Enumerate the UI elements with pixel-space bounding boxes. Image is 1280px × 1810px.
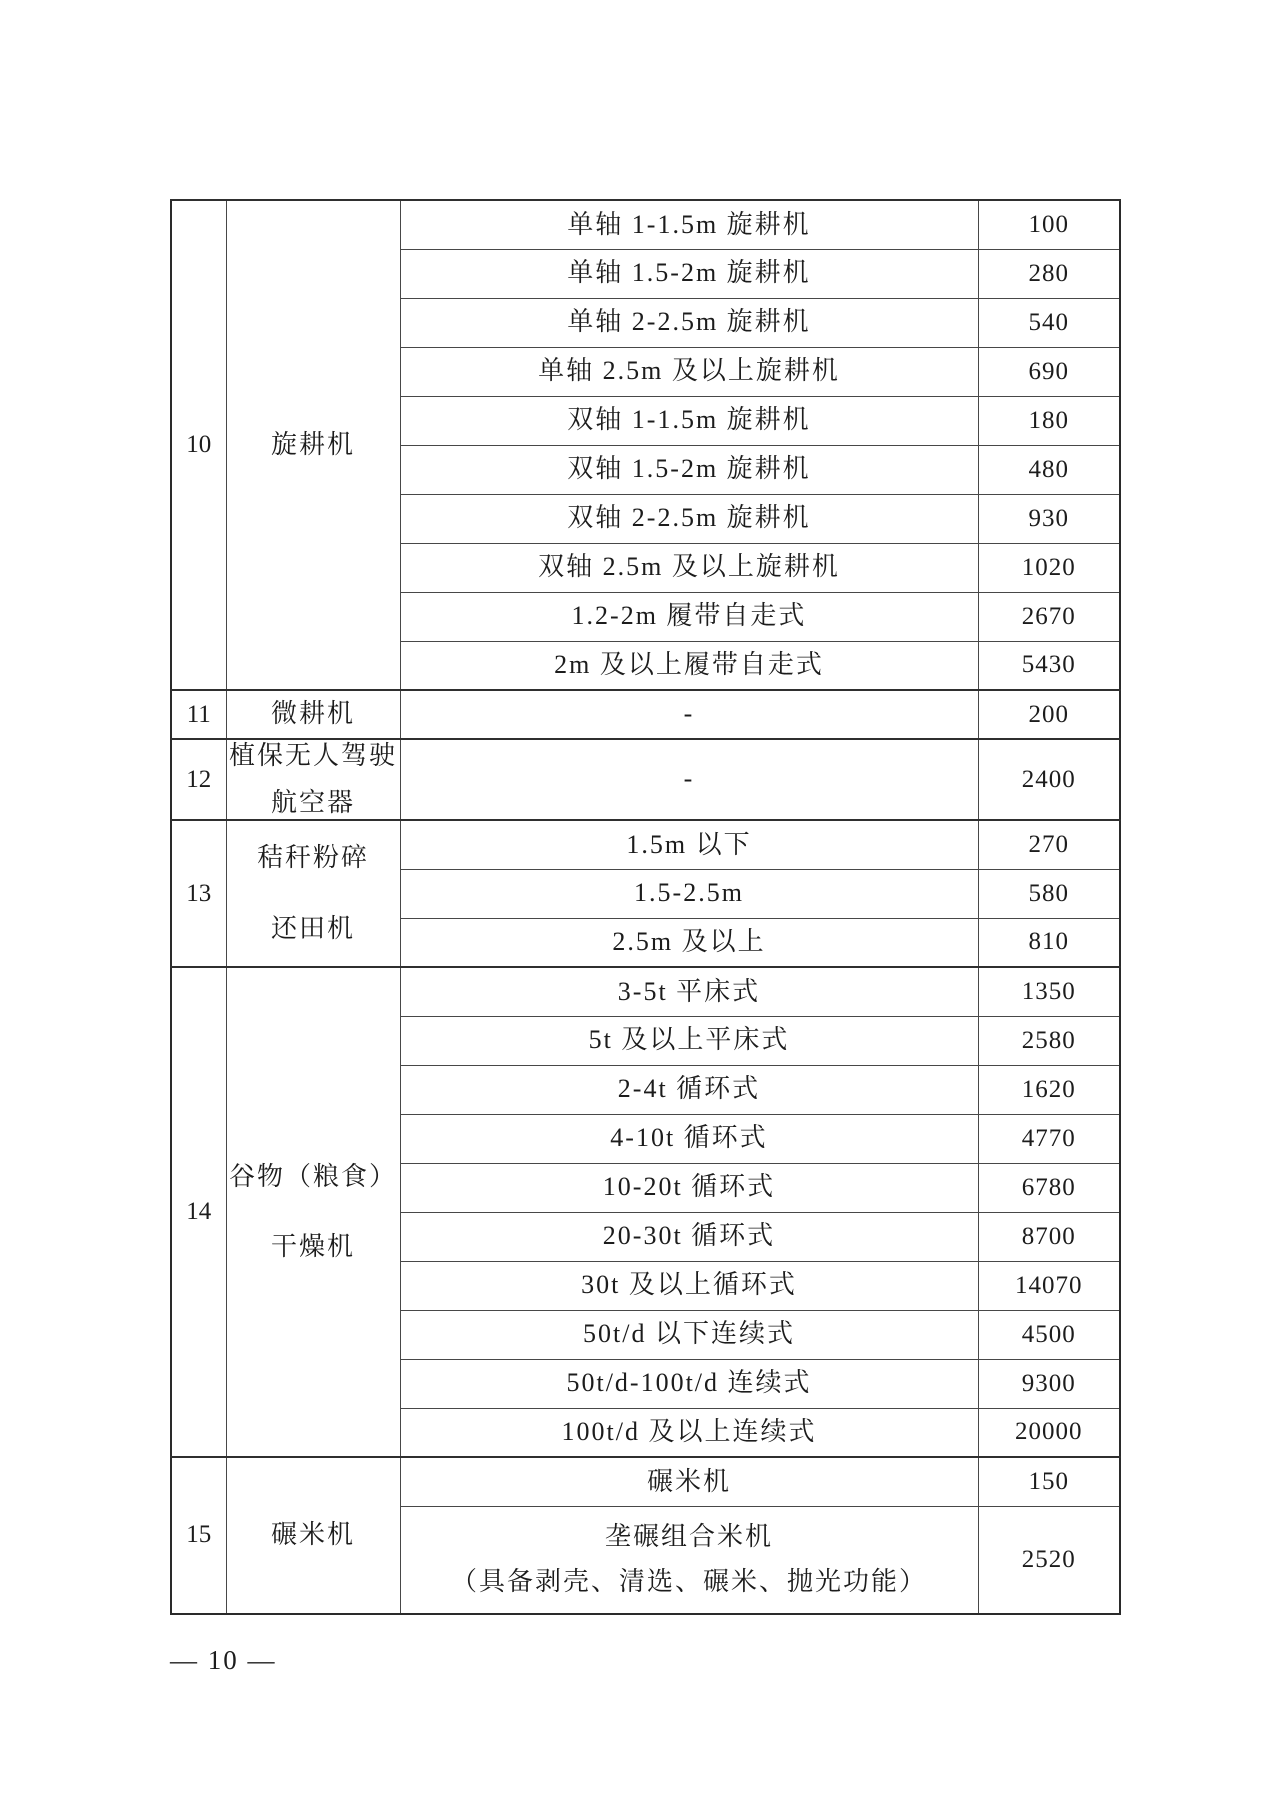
value-cell: 690: [978, 347, 1120, 396]
value-cell: 1620: [978, 1065, 1120, 1114]
table-row: [171, 820, 1120, 869]
spec-line: 双轴 2.5m 及以上旋耕机: [538, 552, 840, 582]
spec-line: 单轴 2.5m 及以上旋耕机: [538, 356, 840, 386]
spec-cell: [400, 494, 978, 543]
spec-cell: [400, 869, 978, 918]
spec-cell: [400, 249, 978, 298]
spec-line: 单轴 1.5-2m 旋耕机: [567, 258, 811, 288]
spec-cell: [400, 1457, 978, 1506]
spec-line: 30t 及以上循环式: [581, 1270, 797, 1300]
spec-line: 1.2-2m 履带自走式: [571, 601, 807, 631]
spec-cell: [400, 298, 978, 347]
subsidy-table: [170, 199, 1121, 1615]
spec-cell: [400, 1114, 978, 1163]
value-cell: 20000: [978, 1408, 1120, 1457]
spec-cell: [400, 690, 978, 739]
value-cell: 14070: [978, 1261, 1120, 1310]
value-cell: 2580: [978, 1016, 1120, 1065]
value-cell: 6780: [978, 1163, 1120, 1212]
spec-line: 单轴 1-1.5m 旋耕机: [567, 209, 811, 239]
spec-cell: [400, 445, 978, 494]
value-cell: 1350: [978, 967, 1120, 1016]
table-row: [171, 690, 1120, 739]
spec-cell: [400, 820, 978, 869]
page-number: — 10 —: [170, 1645, 277, 1675]
spec-cell: [400, 1506, 978, 1614]
value-cell: 2520: [978, 1506, 1120, 1614]
spec-line: 50t/d-100t/d 连续式: [566, 1368, 812, 1398]
value-cell: 200: [978, 690, 1120, 739]
value-cell: 930: [978, 494, 1120, 543]
category-line: 旋耕机: [270, 429, 355, 459]
category-cell: [226, 739, 400, 820]
spec-line: 2m 及以上履带自走式: [554, 650, 824, 679]
category-cell: [226, 690, 400, 739]
spec-cell: [400, 1310, 978, 1359]
value-cell: 4770: [978, 1114, 1120, 1163]
spec-line: 50t/d 以下连续式: [583, 1319, 795, 1349]
spec-line: 10-20t 循环式: [602, 1172, 776, 1202]
category-cell: [226, 820, 400, 967]
spec-line: 1.5m 以下: [626, 829, 752, 859]
spec-line: （具备剥壳、清选、碾米、抛光功能）: [450, 1567, 927, 1596]
row-number-cell: 11: [171, 690, 226, 739]
spec-cell: [400, 1408, 978, 1457]
category-line: 干燥机: [270, 1232, 355, 1261]
spec-line: 碾米机: [646, 1466, 731, 1496]
value-cell: 280: [978, 249, 1120, 298]
spec-line: 2-4t 循环式: [617, 1074, 761, 1104]
spec-cell: [400, 1163, 978, 1212]
table-row: [171, 739, 1120, 820]
spec-cell: [400, 1359, 978, 1408]
spec-line: 垄碾组合米机: [604, 1521, 773, 1551]
category-line: 植保无人驾驶: [228, 741, 397, 770]
spec-cell: [400, 543, 978, 592]
spec-cell: [400, 396, 978, 445]
value-cell: 180: [978, 396, 1120, 445]
category-line: 微耕机: [270, 699, 355, 729]
value-cell: 540: [978, 298, 1120, 347]
spec-line: -: [683, 699, 695, 729]
value-cell: 580: [978, 869, 1120, 918]
table-row: [171, 1457, 1120, 1506]
value-cell: 480: [978, 445, 1120, 494]
row-number-cell: 12: [171, 739, 226, 820]
value-cell: 2670: [978, 592, 1120, 641]
spec-line: -: [683, 764, 695, 794]
subsidy-table-body: [171, 200, 1120, 1614]
spec-line: 单轴 2-2.5m 旋耕机: [567, 307, 811, 337]
spec-line: 双轴 2-2.5m 旋耕机: [567, 503, 811, 533]
spec-line: 3-5t 平床式: [617, 976, 761, 1006]
row-number-cell: 14: [171, 967, 226, 1457]
row-number-cell: 10: [171, 200, 226, 690]
category-line: 碾米机: [270, 1520, 355, 1549]
category-line: 谷物（粮食）: [228, 1161, 397, 1191]
value-cell: 1020: [978, 543, 1120, 592]
spec-line: 1.5-2.5m: [634, 878, 744, 908]
spec-cell: [400, 641, 978, 690]
category-line: 航空器: [270, 787, 355, 817]
row-number-cell: 13: [171, 820, 226, 967]
value-cell: 810: [978, 918, 1120, 967]
value-cell: 9300: [978, 1359, 1120, 1408]
spec-cell: [400, 739, 978, 820]
category-cell: [226, 967, 400, 1457]
category-cell: [226, 1457, 400, 1614]
value-cell: 150: [978, 1457, 1120, 1506]
spec-line: 2.5m 及以上: [612, 927, 766, 956]
spec-cell: [400, 347, 978, 396]
value-cell: 2400: [978, 739, 1120, 820]
spec-cell: [400, 592, 978, 641]
value-cell: 4500: [978, 1310, 1120, 1359]
spec-cell: [400, 1016, 978, 1065]
value-cell: 8700: [978, 1212, 1120, 1261]
category-cell: [226, 200, 400, 690]
spec-cell: [400, 1261, 978, 1310]
value-cell: 100: [978, 200, 1120, 249]
spec-line: 100t/d 及以上连续式: [561, 1417, 817, 1446]
spec-line: 双轴 1-1.5m 旋耕机: [567, 405, 811, 435]
row-number-cell: 15: [171, 1457, 226, 1614]
table-row: [171, 200, 1120, 249]
spec-line: 4-10t 循环式: [610, 1123, 768, 1153]
value-cell: 270: [978, 820, 1120, 869]
spec-cell: [400, 918, 978, 967]
spec-cell: [400, 1212, 978, 1261]
category-line: 秸秆粉碎: [256, 843, 369, 872]
spec-cell: [400, 200, 978, 249]
spec-cell: [400, 1065, 978, 1114]
spec-line: 20-30t 循环式: [602, 1221, 776, 1251]
spec-line: 双轴 1.5-2m 旋耕机: [567, 454, 811, 484]
table-row: [171, 967, 1120, 1016]
spec-line: 5t 及以上平床式: [588, 1025, 790, 1055]
value-cell: 5430: [978, 641, 1120, 690]
spec-cell: [400, 967, 978, 1016]
category-line: 还田机: [270, 913, 355, 943]
